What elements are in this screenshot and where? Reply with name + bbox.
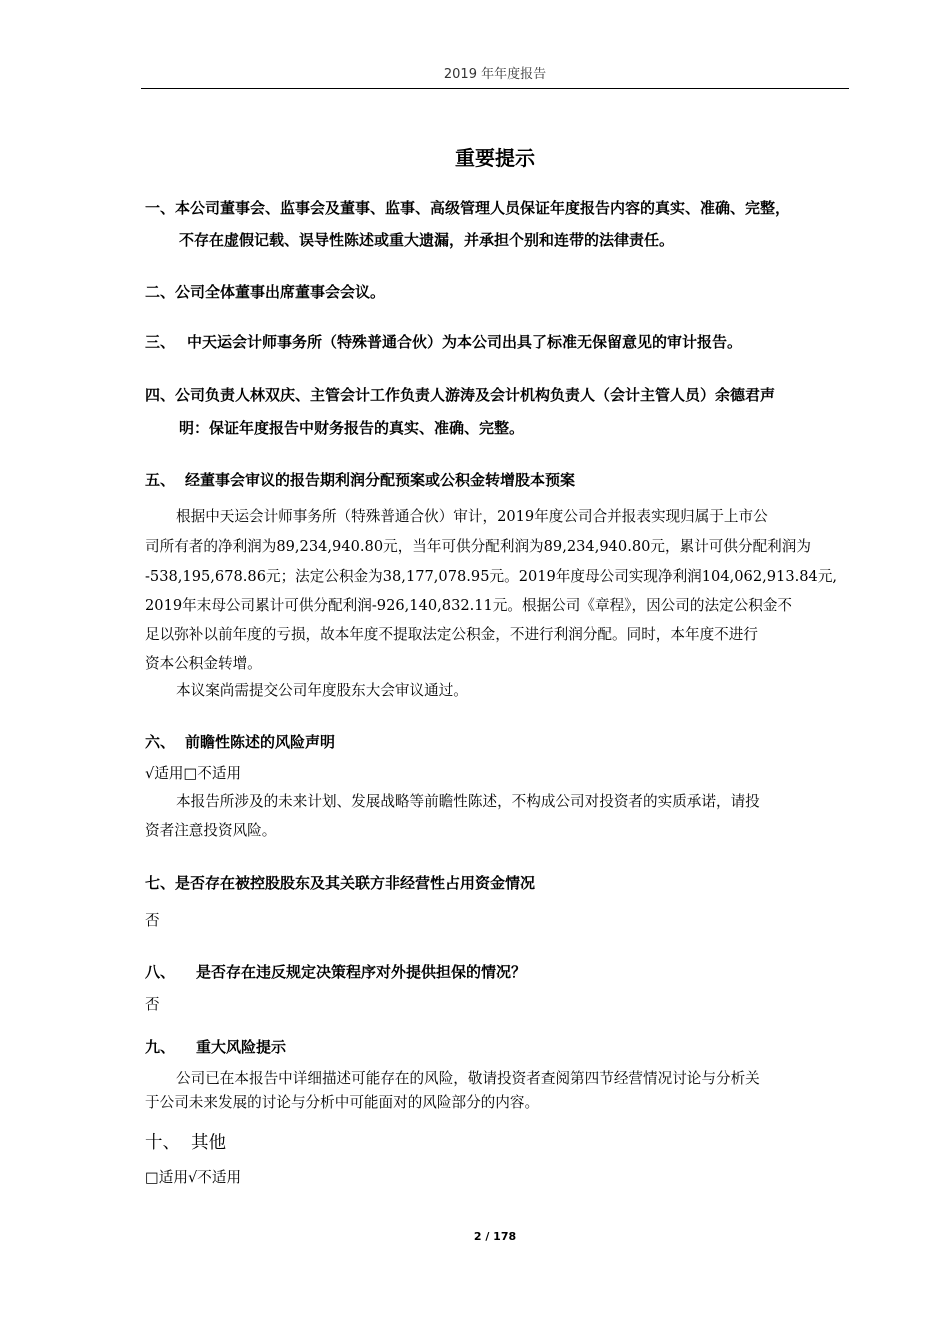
- section-9-heading: [145, 1037, 857, 1057]
- paragraph-line: 公司已在本报告中详细描述可能存在的风险，敬请投资者查阅第四节经营情况讨论与分析关: [176, 1070, 760, 1087]
- section-number: 三、: [145, 333, 176, 351]
- section-number: 一、: [145, 199, 176, 217]
- section-number: 七、: [145, 874, 176, 892]
- page-title: 重要提示: [455, 146, 535, 170]
- section-4-heading: [145, 385, 857, 405]
- section-title: 重大风险提示: [196, 1038, 287, 1056]
- section-5-heading: [145, 470, 857, 490]
- paragraph-line: 足以弥补以前年度的亏损，故本年度不提取法定公积金，不进行利润分配。同时，本年度不进行: [145, 626, 758, 643]
- section-text: 本公司董事会、监事会及董事、监事、高级管理人员保证年度报告内容的真实、准确、完整，: [175, 199, 791, 217]
- section-title: 是否存在被控股股东及其关联方非经营性占用资金情况: [175, 874, 536, 892]
- section-1-heading: [145, 198, 857, 218]
- section-text: 公司全体董事出席董事会会议。: [175, 283, 386, 301]
- section-8-heading: [145, 962, 857, 982]
- paragraph-line: 本议案尚需提交公司年度股东大会审议通过。: [176, 682, 468, 699]
- section-1-continuation: 不存在虚假记载、误导性陈述或重大遗漏，并承担个别和连带的法律责任。: [179, 231, 675, 249]
- section-title: 其他: [191, 1133, 226, 1153]
- paragraph-line: 2019年末母公司累计可供分配利润-926,140,832.11元。根据公司《章程》，因公司的法定公积金不: [145, 597, 793, 614]
- section-title: 前瞻性陈述的风险声明: [185, 733, 336, 751]
- applicability-status: √适用□不适用: [145, 765, 242, 782]
- section-number: 十、: [145, 1133, 180, 1153]
- section-number: 五、: [145, 471, 176, 489]
- section-6-heading: [145, 732, 857, 752]
- section-7-heading: [145, 873, 857, 893]
- section-2-heading: [145, 282, 857, 302]
- paragraph-line: 于公司未来发展的讨论与分析中可能面对的风险部分的内容。: [145, 1094, 540, 1111]
- page-header: 2019 年年度报告: [443, 67, 547, 82]
- section-title: 经董事会审议的报告期利润分配预案或公积金转增股本预案: [185, 471, 576, 489]
- paragraph-line: -538,195,678.86元；法定公积金为38,177,078.95元。2019年度母公司实现净利润104,062,913.84元,: [145, 568, 838, 585]
- paragraph-line: 本报告所涉及的未来计划、发展战略等前瞻性陈述，不构成公司对投资者的实质承诺，请投: [176, 793, 760, 810]
- section-title: 是否存在违反规定决策程序对外提供担保的情况？: [196, 963, 527, 981]
- section-3-heading: [145, 332, 857, 352]
- answer-text: 否: [145, 996, 160, 1013]
- paragraph-line: 司所有者的净利润为89,234,940.80元，当年可供分配利润为89,234,940.80元，累计可供分配利润为: [145, 538, 811, 555]
- section-text: 中天运会计师事务所（特殊普通合伙）为本公司出具了标准无保留意见的审计报告。: [187, 333, 743, 351]
- answer-text: 否: [145, 912, 160, 929]
- paragraph-line: 资本公积金转增。: [145, 655, 262, 672]
- applicability-status: □适用√不适用: [145, 1169, 242, 1186]
- section-text: 公司负责人林双庆、主管会计工作负责人游涛及会计机构负责人（会计主管人员）余德君声: [175, 386, 776, 404]
- section-10-heading: [145, 1131, 857, 1155]
- section-number: 八、: [145, 963, 176, 981]
- section-number: 二、: [145, 283, 176, 301]
- paragraph-line: 根据中天运会计师事务所（特殊普通合伙）审计，2019年度公司合并报表实现归属于上市公: [176, 508, 768, 525]
- section-number: 四、: [145, 386, 176, 404]
- section-number: 六、: [145, 733, 176, 751]
- section-number: 九、: [145, 1038, 176, 1056]
- paragraph-line: 资者注意投资风险。: [145, 822, 277, 839]
- page-number: 2 / 178: [473, 1230, 517, 1243]
- section-4-continuation: 明：保证年度报告中财务报告的真实、准确、完整。: [179, 419, 525, 437]
- header-divider: [141, 88, 849, 89]
